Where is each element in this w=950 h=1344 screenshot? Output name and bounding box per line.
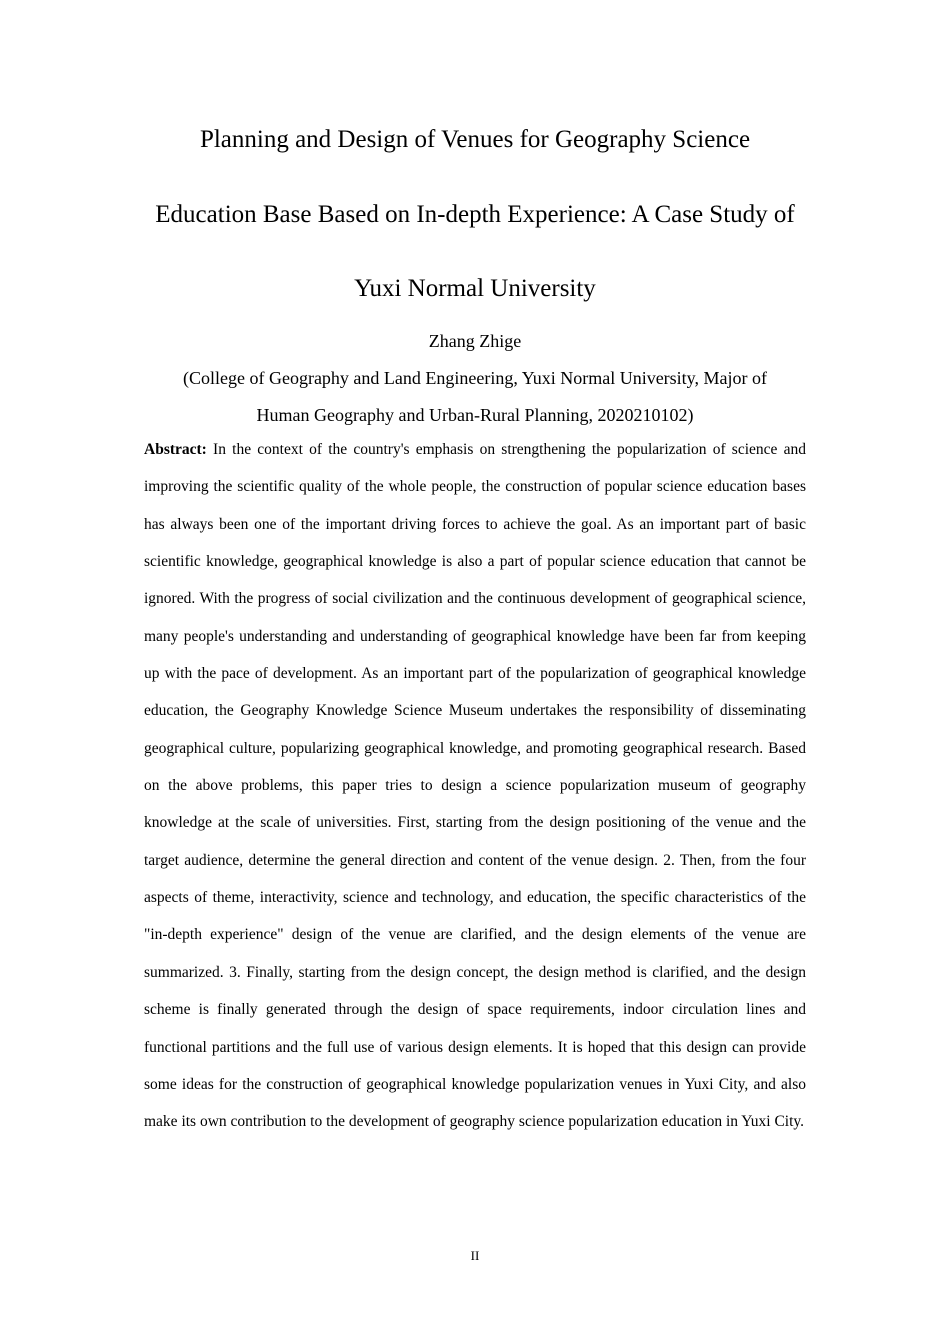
affiliation-line-2: Human Geography and Urban-Rural Planning, 2020210102) xyxy=(256,405,694,425)
abstract-label: Abstract: xyxy=(144,441,207,458)
affiliation-line-1: (College of Geography and Land Engineering, Yuxi Normal University, Major of xyxy=(182,368,767,388)
author-name: Zhang Zhige xyxy=(428,331,522,351)
page-number: II xyxy=(470,1248,480,1263)
abstract-text: In the context of the country's emphasis on strengthening the popularization of science and improving the scientific quality of the whole people, the construction of popular science education bases has always been one of the important driving forces to achieve the goal. As an important part of basic scientific knowledge, geographical knowledge is also a part of popular science education that cannot be ignored. With the progress of social civilization and the continuous development of geographical science, many people's understanding and understanding of geographical knowledge have been far from keeping up with the pace of development. As an important part of the popularization of geographical knowledge education, the Geography Knowledge Science Museum undertakes the responsibility of disseminating geographical culture, popularizing geographical knowledge, and promoting geographical research. Based on the above problems, this paper tries to design a science popularization museum of geography knowledge at the scale of universities. First, starting from the design positioning of the venue and the target audience, determine the general direction and content of the venue design. 2. Then, from the four aspects of theme, interactivity, science and technology, and education, the specific characteristics of the "in-depth experience" design of the venue are clarified, and the design elements of the venue are summarized. 3. Finally, starting from the design concept, the design method is clarified, and the design scheme is finally generated through the design of space requirements, indoor circulation lines and functional partitions and the full use of various design elements. It is hoped that this design can provide some ideas for the construction of geographical knowledge popularization venues in Yuxi City, and also make its own contribution to the development of geography science popularization education in Yuxi City. xyxy=(144,441,806,1131)
abstract-paragraph xyxy=(144,431,806,1141)
paper-title-line-3: Yuxi Normal University xyxy=(354,275,596,302)
paper-title-line-2: Education Base Based on In-depth Experience: A Case Study of xyxy=(155,201,795,228)
paper-title-line-1: Planning and Design of Venues for Geography Science xyxy=(199,126,751,153)
